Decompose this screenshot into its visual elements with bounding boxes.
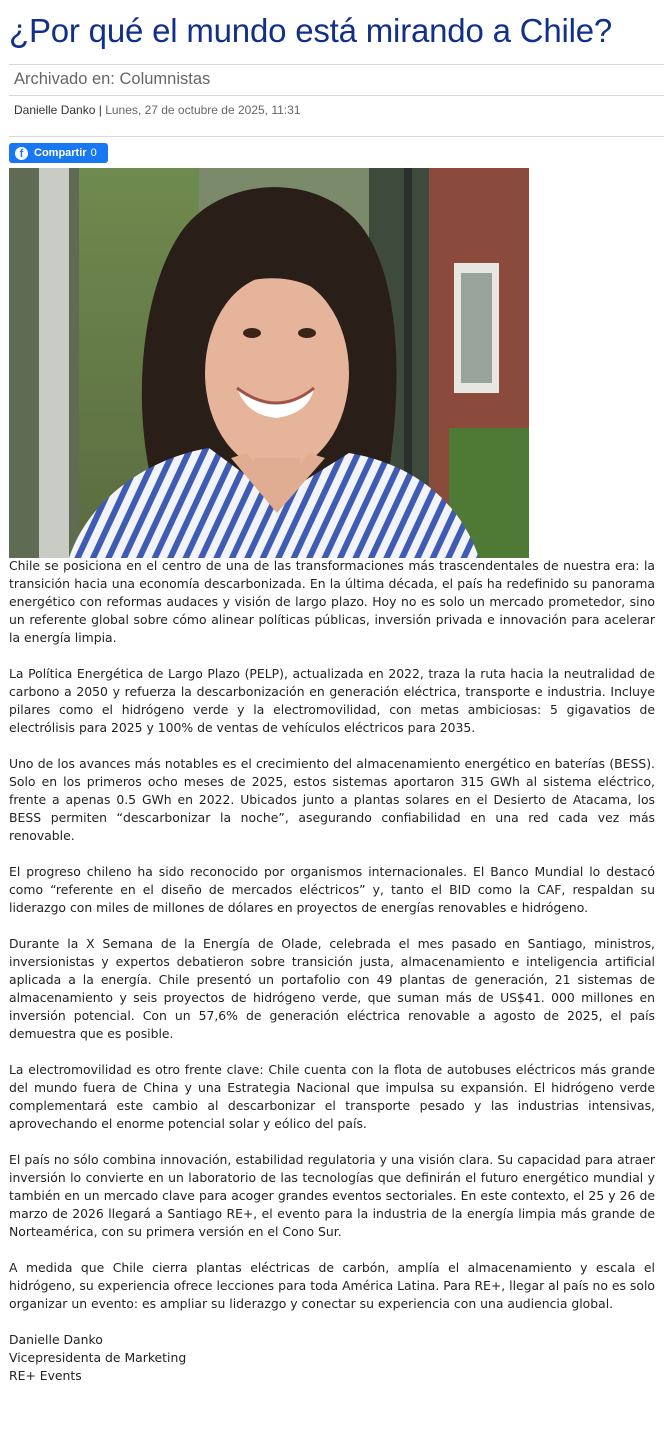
share-count: 0: [90, 147, 97, 159]
article-title: ¿Por qué el mundo está mirando a Chile?: [9, 12, 613, 49]
facebook-icon: f: [15, 147, 28, 160]
archive-divider: [9, 95, 664, 96]
article-paragraph: El país no sólo combina innovación, estabilidad regulatoria y una visión clara. Su capacidad para atraer inversión lo convierte en un laboratorio de las tecnologías que definirán el futuro energético mundial y también en un mercado clave para acoger grandes eventos sectoriales. En este contexto, el 25 y 26 de marzo de 2026 llegará a Santiago RE+, el evento para la industria de la energía limpia más grande de Norteamérica, con su primera versión en el Cono Sur.: [9, 1152, 655, 1239]
article-paragraph: Uno de los avances más notables es el crecimiento del almacenamiento energético en baterías (BESS). Solo en los primeros ocho meses de 2025, estos sistemas aportaron 315 GWh al sistema eléctrico, frente a apenas 0.5 GWh en 2022. Ubicados junto a plantas solares en el Desierto de Atacama, los BESS permiten “descarbonizar la noche”, asegurando confiabilidad en una red cada vez más renovable.: [9, 756, 655, 843]
facebook-share-button[interactable]: [9, 143, 108, 163]
archive-category: Archivado en: Columnistas: [14, 70, 211, 88]
byline-divider: [9, 136, 664, 137]
byline-separator: |: [98, 103, 102, 117]
author-photo-illustration: [9, 168, 529, 558]
title-divider: [9, 64, 664, 65]
article-paragraph: Durante la X Semana de la Energía de Olade, celebrada el mes pasado en Santiago, ministros, inversionistas y expertos debatieron sobre transición justa, almacenamiento e inteligencia artificial aplicada a la energía. Chile presentó un portafolio con 49 plantas de generación, 21 sistemas de almacenamiento y seis proyectos de hidrógeno verde, que suman más de US$41. 000 millones en inversión potencial. Con un 57,6% de generación eléctrica renovable a agosto de 2025, el país demuestra que es posible.: [9, 936, 655, 1041]
article-paragraph: A medida que Chile cierra plantas eléctricas de carbón, amplía el almacenamiento y escala el hidrógeno, su experiencia ofrece lecciones para toda América Latina. Para RE+, llegar al país no es solo organizar un evento: es ampliar su liderazgo y conectar su experiencia con una audiencia global.: [9, 1260, 655, 1311]
signature-name: Danielle Danko: [9, 1332, 103, 1347]
share-label: Compartir: [34, 147, 87, 159]
signature-role: Vicepresidenta de Marketing: [9, 1350, 187, 1365]
signature: [9, 1331, 655, 1385]
article-paragraph: La electromovilidad es otro frente clave: Chile cuenta con la flota de autobuses eléctricos más grande del mundo fuera de China y una Estrategia Nacional que impulsa su expansión. El hidrógeno verde complementará este cambio al descarbonizar el transporte pesado y las industrias intensivas, aprovechando el enorme potencial solar y eólico del país.: [9, 1062, 655, 1131]
signature-org: RE+ Events: [9, 1368, 82, 1383]
article-body: [9, 557, 655, 1385]
author-photo: [9, 168, 529, 558]
article-paragraph: La Política Energética de Largo Plazo (PELP), actualizada en 2022, traza la ruta hacia la neutralidad de carbono a 2050 y refuerza la descarbonización en generación eléctrica, transporte e industria. Incluye pilares como el hidrógeno verde y la electromovilidad, con metas ambiciosas: 5 gigavatios de electrólisis para 2025 y 100% de ventas de vehículos eléctricos para 2035.: [9, 666, 655, 735]
article-paragraph: Chile se posiciona en el centro de una de las transformaciones más trascendentales de nuestra era: la transición hacia una economía descarbonizada. En la última década, el país ha redefinido su panorama energético con reformas audaces y visión de largo plazo. Hoy no es solo un mercado prometedor, sino un referente global sobre cómo alinear políticas públicas, inversión privada e innovación para acelerar la energía limpia.: [9, 558, 655, 645]
article-paragraph: El progreso chileno ha sido reconocido por organismos internacionales. El Banco Mundial lo destacó como “referente en el diseño de mercados eléctricos” y, tanto el BID como la CAF, respaldan su liderazgo con miles de millones de dólares en proyectos de energías renovables e hidrógeno.: [9, 864, 655, 915]
publish-date: Lunes, 27 de octubre de 2025, 11:31: [105, 103, 301, 117]
author-name: Danielle Danko: [14, 103, 96, 117]
byline: [14, 103, 300, 117]
